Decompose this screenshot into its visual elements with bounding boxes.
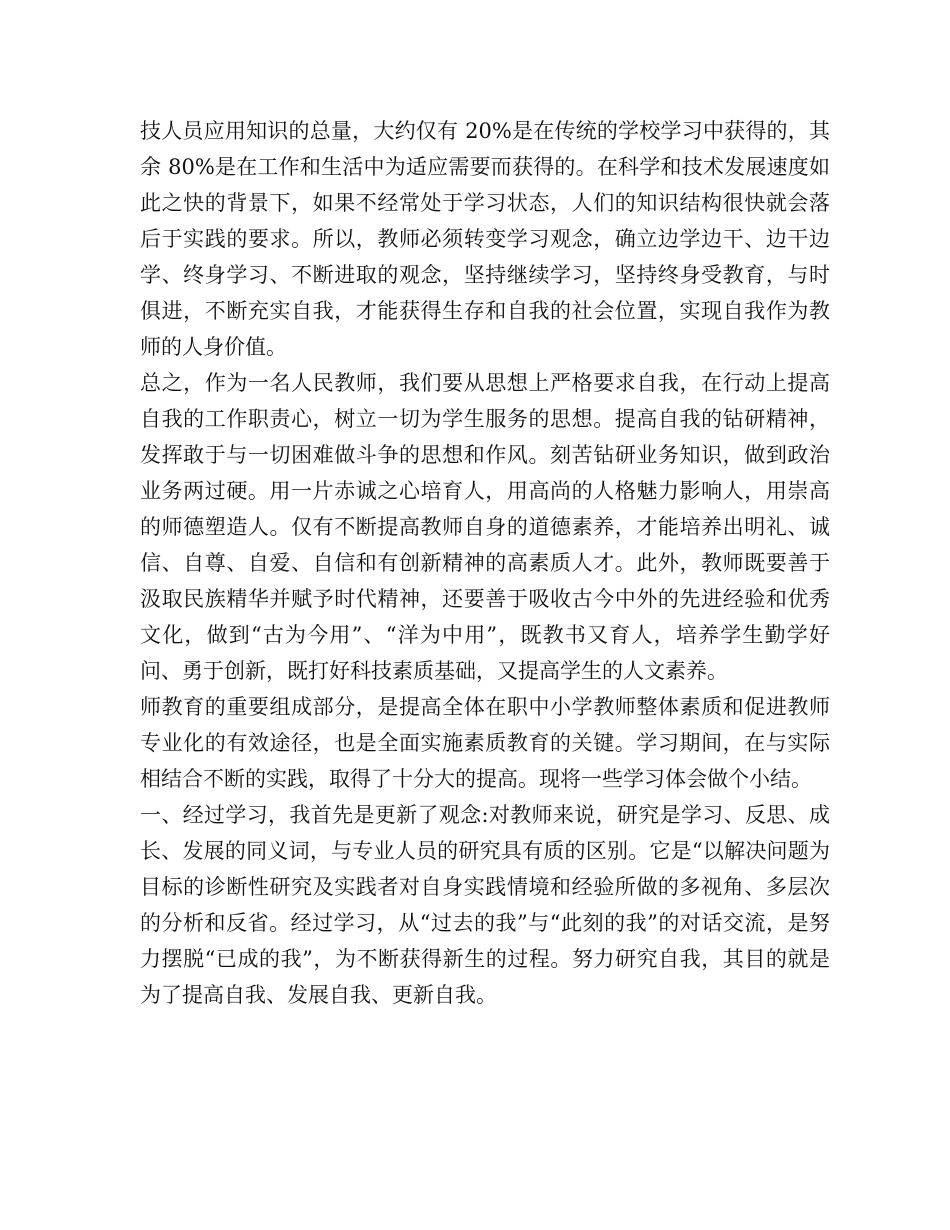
- paragraph-1: 技人员应用知识的总量，大约仅有 20%是在传统的学校学习中获得的，其余 80%是在工作和生活中为适应需要而获得的。在科学和技术发展速度如此之快的背景下，如果不经常处于学习状态，人们的知识结构很快就会落后于实践的要求。所以，教师必须转变学习观念，确立边学边干、边干边学、终身学习、不断进取的观念，坚持继续学习，坚持终身受教育，与时俱进，不断充实自我，才能获得生存和自我的社会位置，实现自我作为教师的人身价值。: [140, 119, 830, 359]
- paragraph-3: 师教育的重要组成部分，是提高全体在职中小学教师整体素质和促进教师专业化的有效途径，也是全面实施素质教育的关键。学习期间，在与实际相结合不断的实践，取得了十分大的提高。现将一些学习体会做个小结。: [140, 695, 830, 791]
- paragraph-2: 总之，作为一名人民教师，我们要从思想上严格要求自我，在行动上提高自我的工作职责心，树立一切为学生服务的思想。提高自我的钻研精神，发挥敢于与一切困难做斗争的思想和作风。刻苦钻研业务知识，做到政治业务两过硬。用一片赤诚之心培育人，用高尚的人格魅力影响人，用崇高的师德塑造人。仅有不断提高教师自身的道德素养，才能培养出明礼、诚信、自尊、自爱、自信和有创新精神的高素质人才。此外，教师既要善于汲取民族精华并赋予时代精神，还要善于吸收古今中外的先进经验和优秀文化，做到“古为今用”、“洋为中用”，既教书又育人，培养学生勤学好问、勇于创新，既打好科技素质基础，又提高学生的人文素养。: [140, 371, 830, 683]
- paragraph-4: 一、经过学习，我首先是更新了观念:对教师来说，研究是学习、反思、成长、发展的同义词，与专业人员的研究具有质的区别。它是“以解决问题为目标的诊断性研究及实践者对自身实践情境和经验所做的多视角、多层次的分析和反省。经过学习，从“过去的我”与“此刻的我”的对话交流，是努力摆脱“已成的我”，为不断获得新生的过程。努力研究自我，其目的就是为了提高自我、发展自我、更新自我。: [140, 803, 830, 1007]
- document-body: [140, 113, 830, 1013]
